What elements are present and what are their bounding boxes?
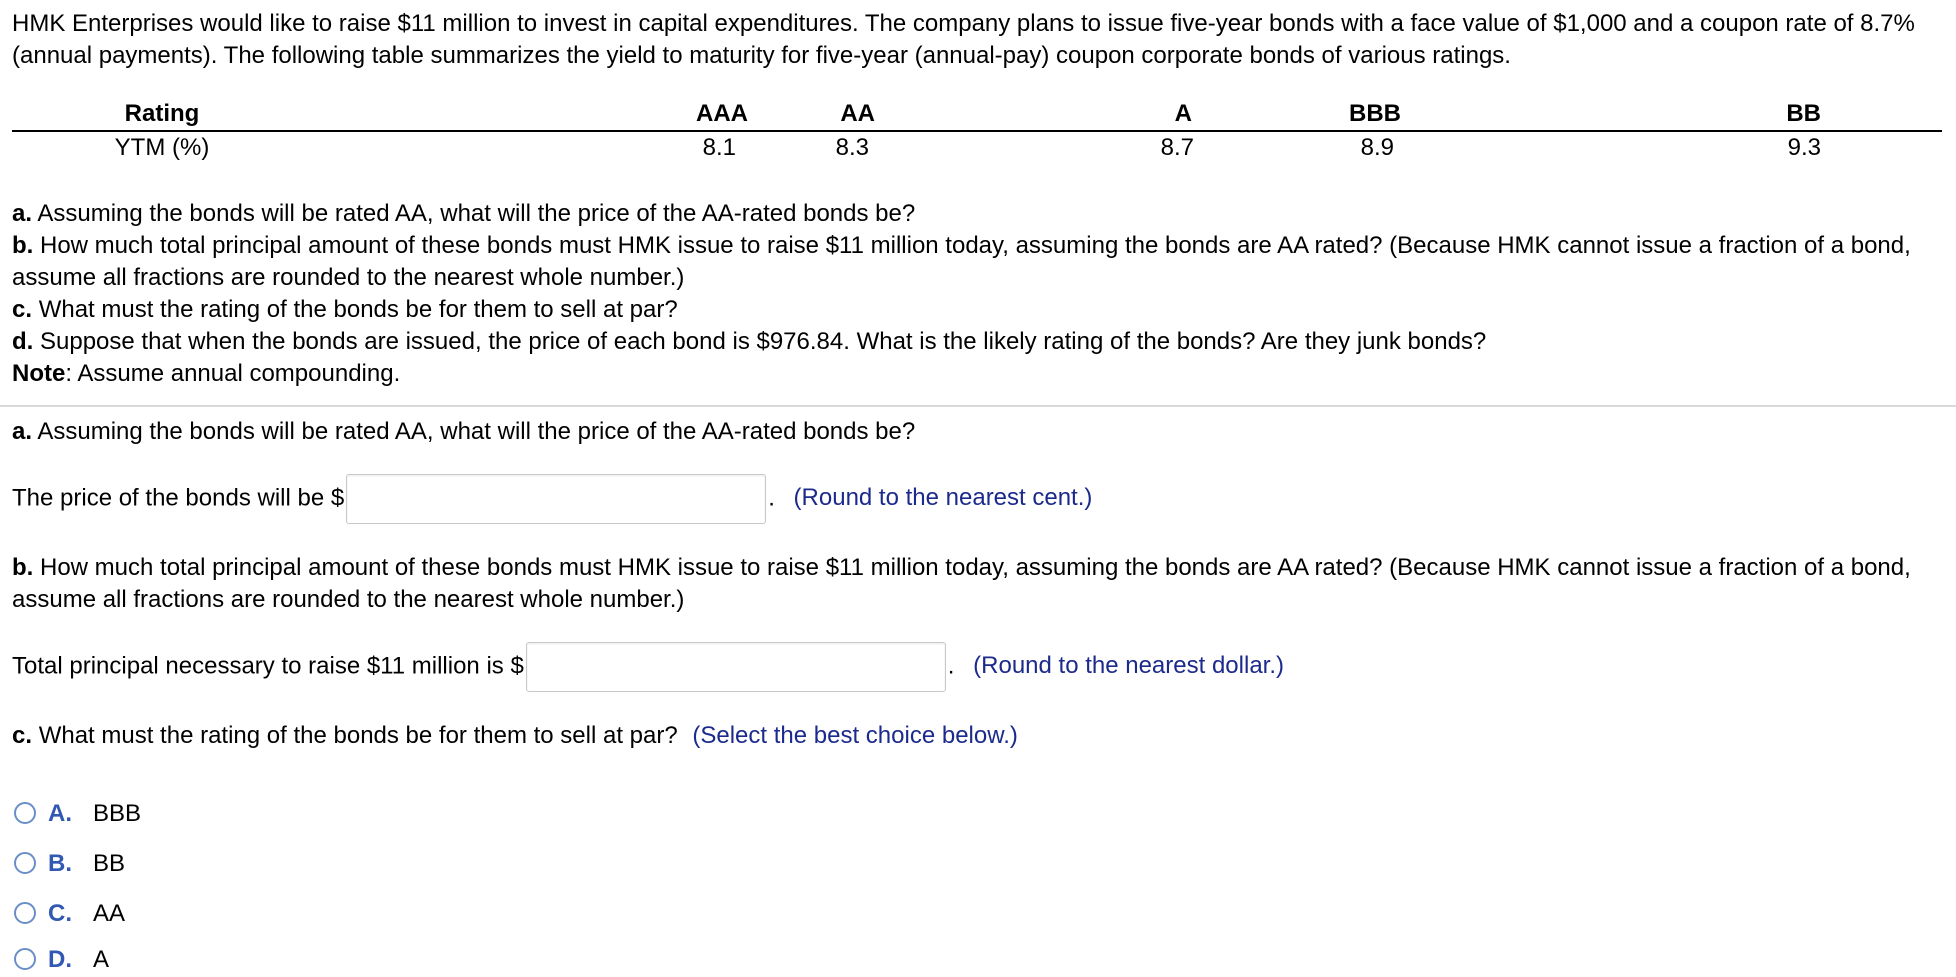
table-header-cell: A xyxy=(886,98,1226,131)
option-label: BBB xyxy=(93,800,142,827)
part-a-answer-row xyxy=(12,474,1092,524)
choice-d[interactable] xyxy=(14,943,109,977)
radio-button-icon[interactable] xyxy=(14,802,36,824)
option-label: A xyxy=(93,946,110,973)
answer-prompt: The price of the bonds will be $ xyxy=(12,484,345,512)
radio-button-icon[interactable] xyxy=(14,948,36,970)
bond-price-input[interactable] xyxy=(346,474,766,524)
rounding-hint: (Round to the nearest cent.) xyxy=(793,484,1093,512)
table-row xyxy=(12,131,1942,164)
option-letter: A. xyxy=(48,800,72,827)
choice-a[interactable] xyxy=(14,797,141,831)
question-letter: a. xyxy=(12,418,33,445)
note xyxy=(12,358,1942,390)
question-a xyxy=(12,198,1942,230)
answer-period: . xyxy=(768,484,775,512)
problem-intro xyxy=(12,8,1947,72)
question-letter: a. xyxy=(12,200,33,227)
ytm-table xyxy=(12,98,1942,164)
table-cell: 8.1 xyxy=(702,134,736,161)
option-letter: B. xyxy=(48,850,72,877)
part-a-question xyxy=(12,416,915,448)
table-header-cell: BBB xyxy=(1226,98,1444,131)
question-letter: c. xyxy=(12,296,33,323)
part-c-question xyxy=(12,720,1018,752)
question-b xyxy=(12,230,1942,294)
question-letter: b. xyxy=(12,554,34,581)
answer-prompt: Total principal necessary to raise $11 million is $ xyxy=(12,652,524,680)
table-header-row xyxy=(12,98,1942,131)
choice-c[interactable] xyxy=(14,897,125,931)
question-text: How much total principal amount of these bonds must HMK issue to raise $11 million today, assuming the bonds are AA rated? (Because HMK cannot issue a fraction of a bond, assume all fractions are rounded to the nearest whole number.) xyxy=(12,232,1911,291)
question-text: Assuming the bonds will be rated AA, what will the price of the AA-rated bonds be? xyxy=(37,200,916,227)
radio-button-icon[interactable] xyxy=(14,902,36,924)
option-letter: D. xyxy=(48,946,72,973)
question-d xyxy=(12,326,1942,358)
answer-period: . xyxy=(947,652,955,680)
question-text: How much total principal amount of these bonds must HMK issue to raise $11 million today, assuming the bonds are AA rated? (Because HMK cannot issue a fraction of a bond, assume all fractions are rounded to the nearest whole number.) xyxy=(12,554,1911,613)
option-label: AA xyxy=(93,900,126,927)
table-header-cell: AAA xyxy=(312,98,768,131)
question-text: Assuming the bonds will be rated AA, what will the price of the AA-rated bonds be? xyxy=(37,418,916,445)
question-text: Suppose that when the bonds are issued, the price of each bond is $976.84. What is the likely rating of the bonds? Are they junk bonds? xyxy=(40,328,1487,355)
table-cell: 9.3 xyxy=(1787,134,1821,161)
radio-button-icon[interactable] xyxy=(14,852,36,874)
question-c xyxy=(12,294,1942,326)
table-header-rating: Rating xyxy=(12,98,312,131)
question-letter: b. xyxy=(12,232,34,259)
question-text: What must the rating of the bonds be for them to sell at par? xyxy=(38,296,678,323)
rounding-hint: (Round to the nearest dollar.) xyxy=(973,652,1284,680)
table-cell: 8.9 xyxy=(1360,134,1394,161)
table-cell: 8.3 xyxy=(835,134,869,161)
question-list xyxy=(12,198,1942,390)
table-cell: 8.7 xyxy=(1160,134,1194,161)
intro-text: HMK Enterprises would like to raise $11 million to invest in capital expenditures. The company plans to issue five-year bonds with a face value of $1,000 and a coupon rate of 8.7% (annual payments). The following table summarizes the yield to maturity for five-year (annual-pay) coupon corporate bonds of various ratings. xyxy=(12,10,1915,69)
part-b-question xyxy=(12,552,1942,616)
table-header-cell: BB xyxy=(1444,98,1942,131)
select-hint: (Select the best choice below.) xyxy=(692,722,1018,749)
part-b-answer-row xyxy=(12,642,1284,692)
table-header-cell: AA xyxy=(768,98,886,131)
table-row-label: YTM (%) xyxy=(114,134,210,161)
section-divider xyxy=(0,405,1956,407)
question-text: What must the rating of the bonds be for them to sell at par? xyxy=(38,722,678,749)
note-text: : Assume annual compounding. xyxy=(65,360,401,387)
note-label: Note xyxy=(12,360,66,387)
choice-b[interactable] xyxy=(14,847,125,881)
total-principal-input[interactable] xyxy=(526,642,946,692)
option-letter: C. xyxy=(48,900,72,927)
question-letter: c. xyxy=(12,722,33,749)
option-label: BB xyxy=(93,850,126,877)
question-letter: d. xyxy=(12,328,34,355)
